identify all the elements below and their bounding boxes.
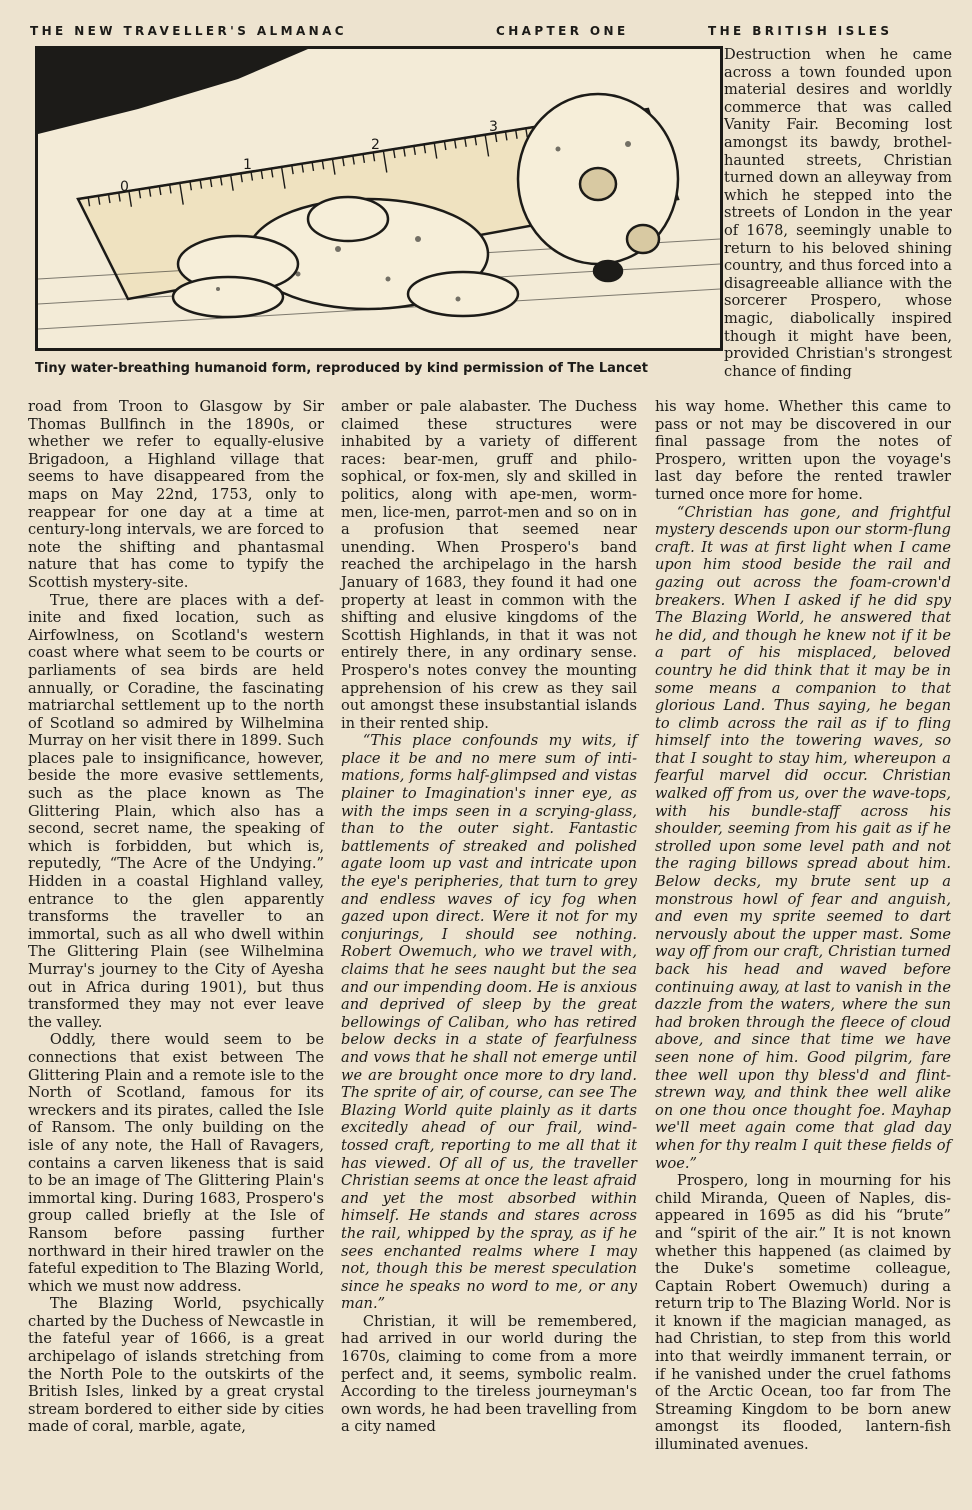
ruler-number-2: 2: [371, 137, 380, 153]
column-two: [341, 398, 637, 1436]
paragraph: road from Troon to Glasgow by Sir Thomas Bullfinch in the 1890s, or whether we refer to equally-elusive Brigadoon, a Highland village that seems to have disappeared from the maps on May 22nd, 1753, only to reappear for one day at a time at century-long intervals, we are forced to note the shifting and phantasmal nature that has come to typify the Scottish mystery-site.: [28, 398, 324, 591]
humanoid-illustration: [38, 49, 720, 348]
paragraph: Prospero, long in mourning for his child Miranda, Queen of Naples, disappeared in 1695 as did his “brute” and “spirit of the air.” It is not known whether this happened (as claimed by the Duke's sometime colleague, Captain Robert Owemuch) during a return trip to The Blazing World. Nor is it known if the magician managed, as had Christian, to step from this world into that weirdly immanent terrain, or if he vanished under the cruel fathoms of the Arctic Ocean, too far from The Streaming Kingdom to be born anew amongst its flooded, lantern-fish illuminated avenues.: [655, 1172, 951, 1454]
paragraph: Destruction when he came across a town founded upon material desires and worldly commerce that was called Vanity Fair. Becoming lost amongst its bawdy, brothel-haunted streets, Christian turned down an alleyway from which he stepped into the streets of London in the year of 1678, seemingly unable to return to his beloved shining country, and thus forced into a disagreeable alliance with the sorcerer Prospero, whose magic, diabolically inspired though it might have been, provided Christian's strongest chance of finding: [724, 46, 952, 380]
ruler-number-0: 0: [120, 179, 129, 195]
column-three: [655, 398, 951, 1454]
paragraph: The Blazing World, psychically charted by the Duchess of Newcastle in the fateful year of 1666, is a great archipelago of islands stretching from the North Pole to the outskirts of the British Isles, linked by a great crystal stream bordered to either side by cities made of coral, marble, agate,: [28, 1295, 324, 1436]
header-chapter: CHAPTER ONE: [496, 24, 629, 38]
paragraph: Christian, it will be remembered, had arrived in our world during the 1670s, claiming to come from a more perfect and, it seems, symbolic realm. According to the tireless journeyman's own words, he had been travelling from a city named: [341, 1312, 637, 1436]
illustration-frame: [35, 46, 723, 351]
paragraph: Oddly, there would seem to be connections that exist between The Glittering Plain and a remote isle to the North of Scotland, famous for its wreckers and its pirates, called the Isle of Ransom. The only building on the isle of any note, the Hall of Ravagers, contains a carven likeness that is said to be an image of The Glittering Plain's immortal king. During 1683, Prospero's group called briefly at the Isle of Ransom before passing further northward in their hired trawler on the fateful expedition to The Blazing World, which we must now address.: [28, 1031, 324, 1295]
dark-background: [38, 49, 308, 134]
ruler-number-3: 3: [489, 119, 498, 135]
figure-caption: Tiny water-breathing humanoid form, reproduced by kind permission of The Lancet: [35, 361, 648, 376]
header-section: THE BRITISH ISLES: [708, 24, 893, 38]
paragraph: his way home. Whether this came to pass or not may be discovered in our final passage from the notes of Prospero, written upon the voyage's last day before the rented trawler turned once more for home.: [655, 398, 951, 503]
quoted-passage: “This place confounds my wits, if place it be and no mere sum of intimations, forms half-glimpsed and vistas plainer to Imagination's inner eye, as with the imps seen in a scrying-glass, than to the outer sight. Fantastic battlements of streaked and polished agate loom up vast and intricate upon the eye's peripheries, that turn to grey and endless waves of icy fog when gazed upon direct. Were it not for my conjurings, I should see nothing. Robert Owemuch, who we travel with, claims that he sees naught but the sea and our impending doom. He is anxious and deprived of sleep by the great bellowings of Caliban, who has retired below decks in a state of fearfulness and vows that he shall not emerge until we are brought once more to dry land. The sprite of air, of course, can see The Blazing World quite plainly as it darts excitedly ahead of our frail, wind-tossed craft, reporting to me all that it has viewed. Of all of us, the traveller Christian seems at once the least afraid and yet the most absorbed within himself. He stands and stares across the rail, whipped by the spray, as if he sees enchanted realms where I may not, though this be merest speculation since he speaks no word to me, or any man.”: [341, 732, 637, 1313]
paragraph: amber or pale alabaster. The Duchess claimed these structures were inhabited by a variety of different races: bear-men, gruff and philosophical, or fox-men, sly and skilled in politics, along with ape-men, worm-men, lice-men, parrot-men and so on in a profusion that seemed near unending. When Prospero's band reached the archipelago in the harsh January of 1683, they found it had one property at least in common with the shifting and elusive kingdoms of the Scottish Highlands, in that it was not entirely there, in any ordinary sense. Prospero's notes convey the mounting apprehension of his crew as they sail out amongst these insubstantial islands in their rented ship.: [341, 398, 637, 732]
ruler-number-1: 1: [243, 157, 252, 173]
column-three-top: [724, 46, 952, 380]
header-book-title: THE NEW TRAVELLER'S ALMANAC: [30, 24, 347, 38]
column-one: [28, 398, 324, 1436]
paragraph: True, there are places with a definite and fixed location, such as Airfowlness, on Scotland's western coast where what seem to be courts or parliaments of sea birds are held annually, or Coradine, the fascinating matriarchal settlement up to the north of Scotland so admired by Wilhelmina Murray on her visit there in 1899. Such places pale to insignificance, however, beside the more evasive settlements, such as the place known as The Glittering Plain, which also has a second, secret name, the speaking of which is forbidden, but which is, reputedly, “The Acre of the Undying.” Hidden in a coastal Highland valley, entrance to the glen apparently transforms the traveller to an immortal, such as all who dwell within The Glittering Plain (see Wilhelmina Murray's journey to the City of Ayesha out in Africa during 1901), but thus transformed they may not ever leave the valley.: [28, 591, 324, 1031]
running-header: [30, 24, 965, 40]
quoted-passage: “Christian has gone, and frightful mystery descends upon our storm-flung craft. It was at first light when I came upon him stood beside the rail and gazing out across the foam-crown'd breakers. When I asked if he did spy The Blazing World, he answered that he did, and though he knew not if it be a part of his misplaced, beloved country he did think that it may be in some means a companion to that glorious Land. Thus saying, he began to climb across the rail as if to fling himself into the towering waves, so that I sought to stay him, whereupon a fearful marvel did occur. Christian walked off from us, over the wave-tops, with his bundle-staff across his shoulder, seeming from his gait as if he strolled upon some level path and not the raging billows spread about him. Below decks, my brute sent up a monstrous howl of fear and anguish, and even my sprite seemed to dart nervously about the upper mast. Some way off from our craft, Christian turned back his head and waved before continuing away, at last to vanish in the dazzle from the waters, where the sun had broken through the fleece of cloud above, and since that time we have seen none of him. Good pilgrim, fare thee well upon thy bless'd and flint-strewn way, and think thee well alike on one thou once thought foe. Mayhap we'll meet again come that glad day when for thy realm I quit these fields of woe.”: [655, 503, 951, 1172]
